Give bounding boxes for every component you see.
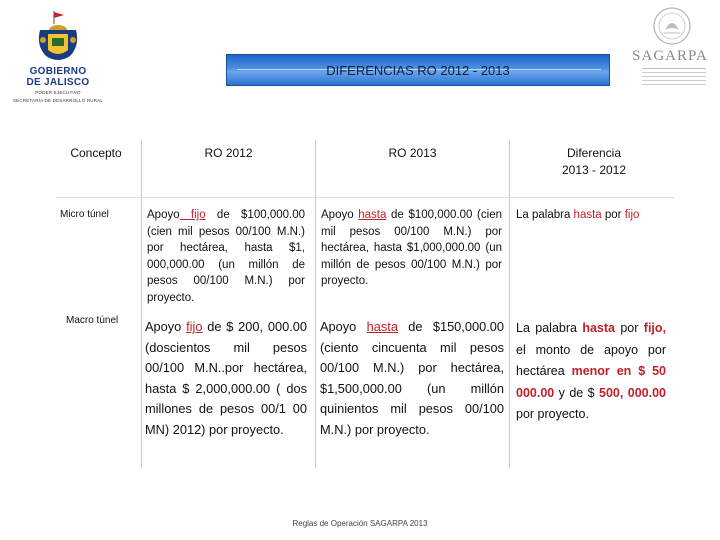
header-ro-2012: RO 2012 [204, 146, 253, 160]
logo-text-line2: DE JALISCO [26, 77, 90, 88]
row-label-micro-tunel: Micro túnel [60, 209, 109, 220]
text-segment: y de $ [554, 385, 600, 400]
text-segment: el monto de apoyo por hectárea [516, 342, 666, 378]
title-banner [226, 54, 610, 86]
sagarpa-logo [622, 6, 718, 92]
highlight-amount-50000: menor en $ 50 000.00 [516, 364, 666, 400]
highlight-fijo: fijo [179, 209, 206, 221]
mexico-seal-icon [652, 6, 692, 46]
highlight-fijo: fijo [624, 209, 640, 221]
row-divider [56, 197, 674, 198]
text-segment: Apoyo [320, 319, 367, 334]
text-segment: por [601, 209, 625, 221]
logo-text-line1: GOBIERNO [29, 66, 87, 77]
header-diferencia-line2: 2013 - 2012 [561, 163, 627, 177]
header-diferencia [514, 145, 674, 179]
highlight-fijo: fijo [186, 319, 203, 334]
logo-text-line4: SECRETARÍA DE DESARROLLO RURAL [12, 98, 104, 103]
text-segment: por [614, 321, 644, 335]
highlight-amount-500000: 500, 000.00 [599, 385, 666, 400]
text-segment: Apoyo [147, 209, 180, 221]
text-segment: de $100,000.00 (cien mil pesos 00/100 M.N.) por hectárea, hasta $1,000,000.00 (un millón de pesos 00/100 M.N.) por proyecto. [321, 209, 502, 287]
header-diferencia-line1: Diferencia [566, 146, 622, 160]
logo-text-line3: PODER EJECUTIVO [35, 90, 81, 95]
page-title: DIFERENCIAS RO 2012 - 2013 [326, 63, 510, 78]
text-segment: Apoyo [145, 319, 187, 334]
text-segment: de $150,000.00 (ciento cincuenta mil pesos 00/100 M.N.) por hectárea, $1,500,000.00 (un millón quinientos mil pesos 00/100 M.N.) por proyecto. [320, 319, 504, 437]
gobierno-jalisco-logo [8, 8, 108, 104]
sagarpa-rule [642, 68, 706, 69]
micro-diferencia-cell [516, 207, 674, 224]
highlight-hasta: hasta [366, 319, 398, 334]
row-label-macro-tunel: Macro túnel [66, 315, 119, 326]
column-divider [509, 140, 510, 468]
footer-text: Reglas de Operación SAGARPA 2013 [292, 519, 428, 528]
header-ro-2013: RO 2013 [388, 146, 437, 160]
highlight-hasta: hasta [582, 321, 615, 335]
text-segment: La palabra [516, 209, 574, 221]
column-divider [315, 140, 316, 468]
macro-diferencia-cell [516, 318, 666, 426]
highlight-fijo: fijo, [643, 321, 666, 335]
column-divider [141, 140, 142, 468]
text-segment: por proyecto. [516, 407, 589, 421]
micro-ro2012-cell [147, 207, 305, 306]
highlight-hasta: hasta [573, 209, 602, 221]
text-segment: La palabra [516, 321, 583, 335]
text-segment: de $ 200, 000.00 (doscientos mil pesos 00/100 M.N..por hectárea, hasta $ 2,000,000.00 ( dos millones de pesos 00/1 00 MN) 2012) por proyecto. [145, 319, 307, 437]
jalisco-crest-icon [34, 8, 82, 64]
macro-ro2012-cell [145, 317, 307, 440]
highlight-hasta: hasta [358, 209, 387, 221]
macro-ro2013-cell [320, 317, 504, 440]
text-segment: de $100,000.00 (cien mil pesos 00/100 M.N.) por hectárea, hasta $1, 000,000.00 (un millón de pesos 00/100 M.N.) por proyecto. [147, 209, 305, 304]
micro-ro2013-cell [321, 207, 502, 290]
sagarpa-subtitle-lines [642, 72, 706, 88]
text-segment: Apoyo [321, 209, 359, 221]
sagarpa-wordmark: SAGARPA [632, 48, 708, 64]
header-concepto: Concepto [70, 146, 122, 160]
